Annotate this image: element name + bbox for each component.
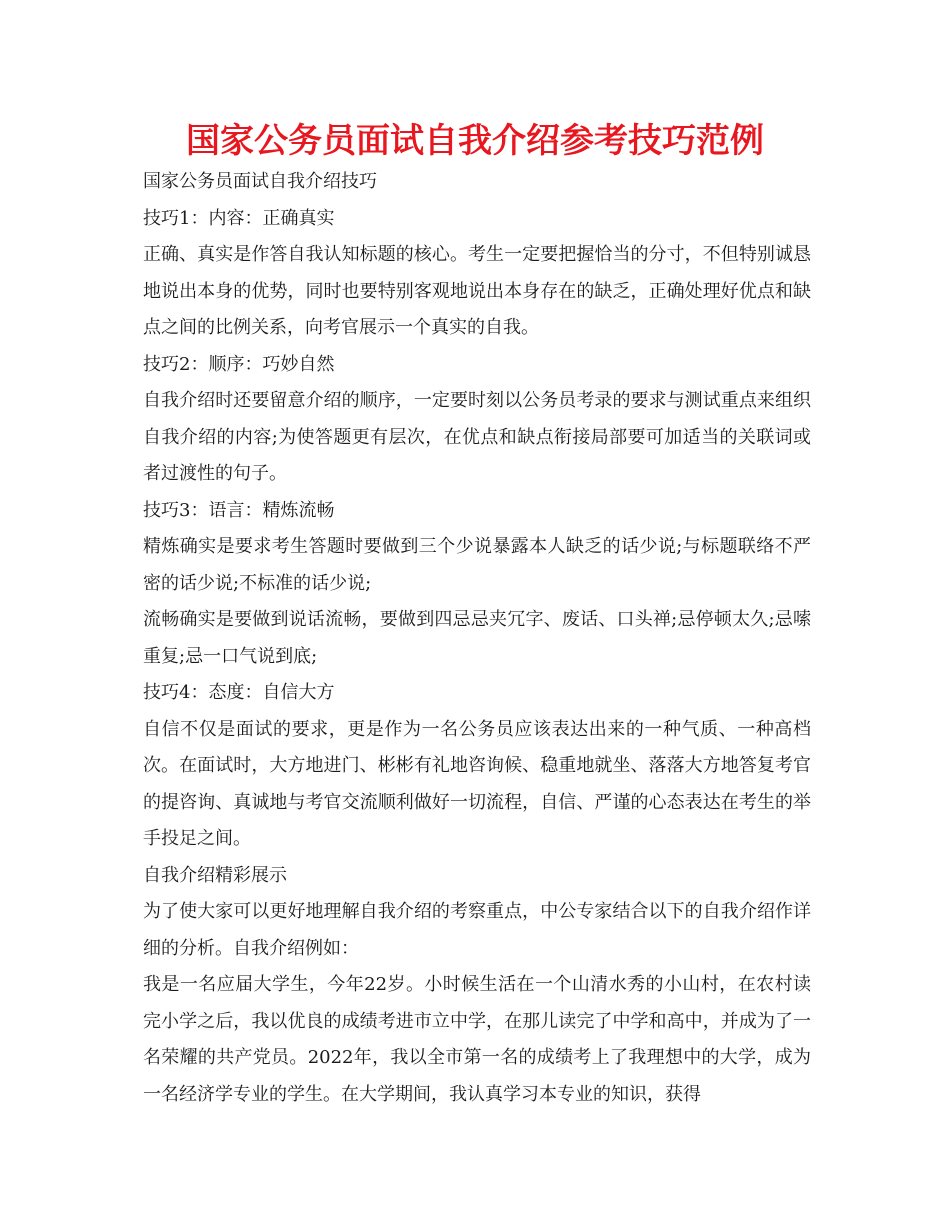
document-title: 国家公务员面试自我介绍参考技巧范例 bbox=[186, 121, 764, 161]
section-heading-showcase: 自我介绍精彩展示 bbox=[143, 864, 287, 886]
section-heading: 国家公务员面试自我介绍技巧 bbox=[143, 171, 377, 192]
paragraph-7: 我是一名应届大学生，今年22岁。小时候生活在一个山清水秀的小山村，在农村读完小学之后，我以优良的成绩考进市立中学，在那儿读完了中学和高中，并成为了一名荣耀的共产党员。2022年，我以全市第一名的成绩考上了我理想中的大学，成为一名经济学专业的学生。在大学期间，我认真学习本专业的知识，获得 bbox=[143, 974, 811, 1105]
paragraph-5: 自信不仅是面试的要求，更是作为一名公务员应该表达出来的一种气质、一种高档次。在面试时，大方地进门、彬彬有礼地咨询候、稳重地就坐、落落大方地答复考官的提咨询、真诚地与考官交流顺利做好一切流程，自信、严谨的心态表达在考生的举手投足之间。 bbox=[143, 718, 811, 849]
paragraph-4: 流畅确实是要做到说话流畅，要做到四忌忌夹冗字、废话、口头禅;忌停顿太久;忌嗦重复;忌一口气说到底; bbox=[143, 609, 811, 667]
paragraph-3: 精炼确实是要求考生答题时要做到三个少说暴露本人缺乏的话少说;与标题联络不严密的话少说;不标准的话少说; bbox=[143, 536, 811, 594]
paragraph-2: 自我介绍时还要留意介绍的顺序，一定要时刻以公务员考录的要求与测试重点来组织自我介绍的内容;为使答题更有层次，在优点和缺点衔接局部要可加适当的关联词或者过渡性的句子。 bbox=[143, 390, 811, 484]
document-body bbox=[143, 164, 811, 1113]
paragraph-1: 正确、真实是作答自我认知标题的核心。考生一定要把握恰当的分寸，不但特别诚恳地说出本身的优势，同时也要特别客观地说出本身存在的缺乏，正确处理好优点和缺点之间的比例关系，向考官展示一个真实的自我。 bbox=[143, 244, 811, 338]
paragraph-6: 为了使大家可以更好地理解自我介绍的考察重点，中公专家结合以下的自我介绍作详细的分析。自我介绍例如： bbox=[143, 901, 811, 959]
tip-heading-4: 技巧4：态度：自信大方 bbox=[143, 682, 335, 703]
tip-heading-2: 技巧2：顺序：巧妙自然 bbox=[143, 353, 335, 375]
tip-heading-3: 技巧3：语言：精炼流畅 bbox=[143, 499, 335, 521]
tip-heading-1: 技巧1：内容：正确真实 bbox=[143, 207, 335, 229]
